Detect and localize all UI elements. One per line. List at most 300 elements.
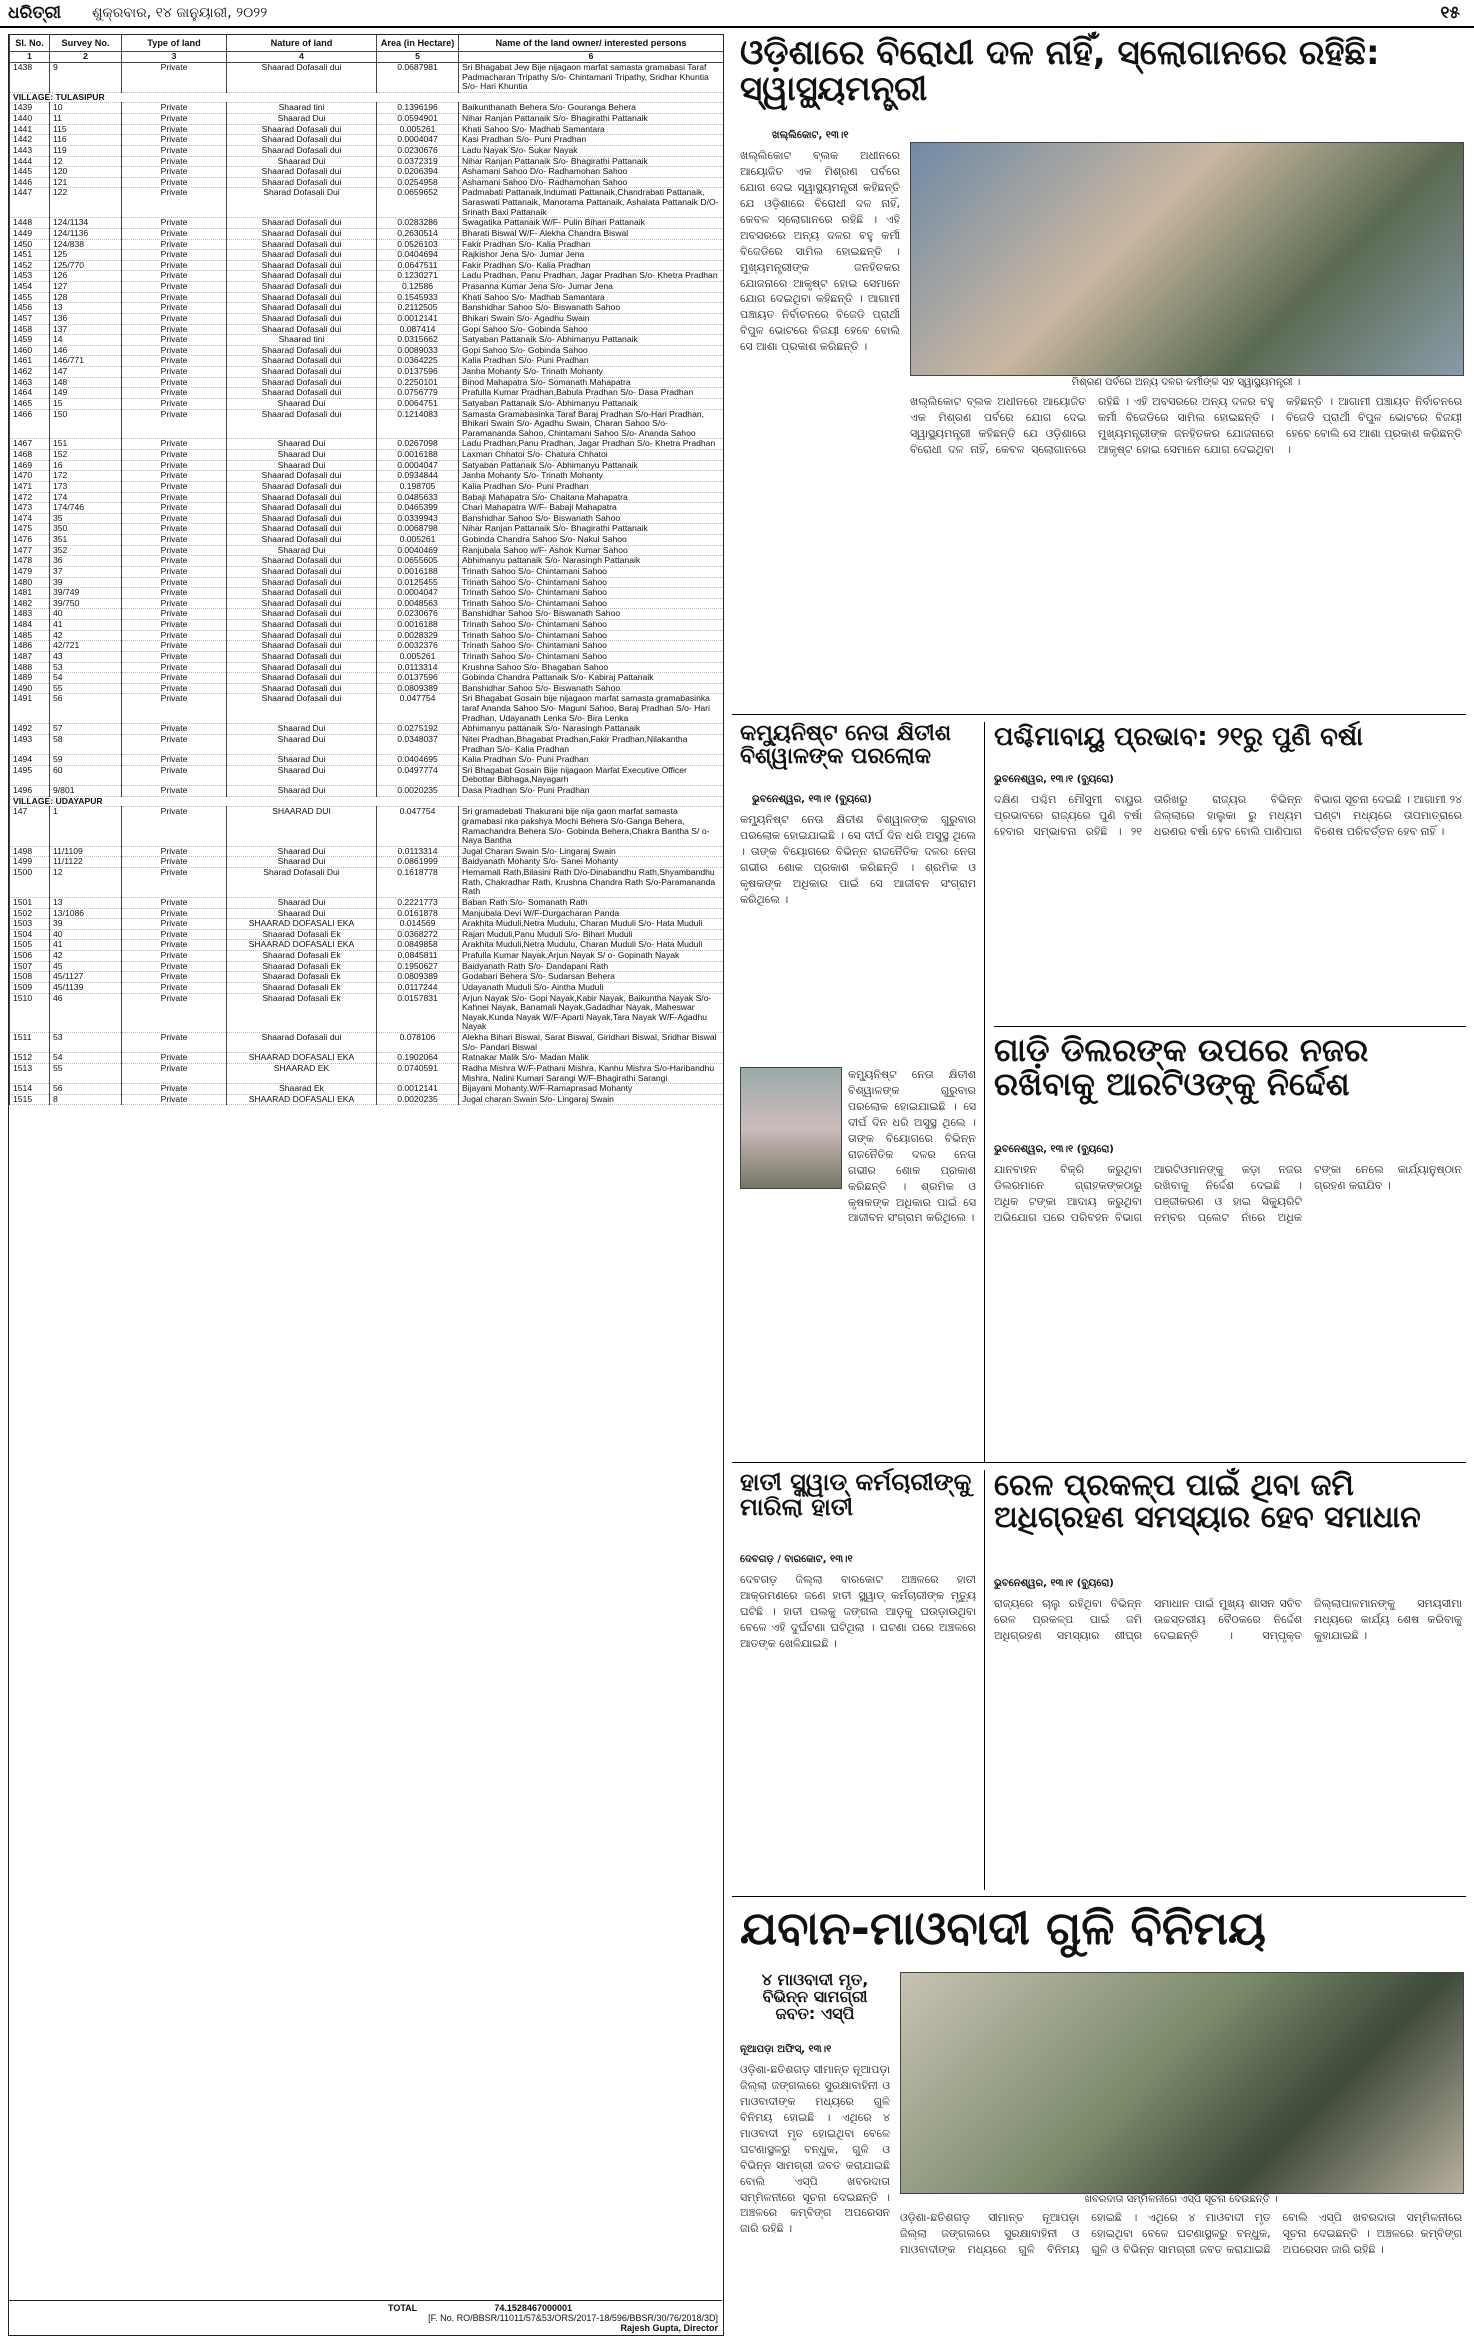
village-heading: VILLAGE: UDAYAPUR: [10, 796, 724, 807]
table-cell: Private: [122, 471, 227, 482]
table-cell: 0.087414: [377, 324, 459, 335]
table-cell: Shaarad Dofasali Ek: [227, 951, 377, 962]
table-cell: 54: [50, 1053, 122, 1064]
table-cell: 1496: [10, 786, 50, 797]
table-cell: 1: [50, 807, 122, 847]
table-cell: 10: [50, 103, 122, 114]
table-row: [10, 786, 724, 797]
table-cell: 1450: [10, 239, 50, 250]
table-cell: Nitei Pradhan,Bhagabat Pradhan,Fakir Pradhan,Nilakantha Pradhan S/o- Kalia Pradhan: [459, 734, 724, 754]
table-cell: Private: [122, 145, 227, 156]
table-cell: Private: [122, 588, 227, 599]
table-cell: Swagatika Pattanaik W/F- Pulin Bihari Pattanaik: [459, 218, 724, 229]
table-cell: 0.0526103: [377, 239, 459, 250]
table-cell: Baban Rath S/o- Somanath Rath: [459, 897, 724, 908]
table-row: [10, 1094, 724, 1105]
table-cell: Sharad Dofasali Dui: [227, 868, 377, 898]
table-cell: Shaarad Dofasali dui: [227, 62, 377, 92]
table-cell: 124/1134: [50, 218, 122, 229]
table-cell: 9/801: [50, 786, 122, 797]
article-2-byline: ଭୁବନେଶ୍ୱର, ୧୩।୧ (ବ୍ୟୁରୋ): [752, 794, 872, 805]
table-cell: 1466: [10, 409, 50, 439]
table-cell: 58: [50, 734, 122, 754]
table-cell: 0.0137596: [377, 367, 459, 378]
table-cell: Jugal charan Swain S/o- Lingaraj Swain: [459, 1094, 724, 1105]
table-cell: Shaarad Dofasali dui: [227, 662, 377, 673]
table-cell: 352: [50, 545, 122, 556]
table-cell: Shaarad Dofasali dui: [227, 609, 377, 620]
table-cell: Shaarad tini: [227, 103, 377, 114]
table-cell: 0.0089033: [377, 345, 459, 356]
divider: [732, 1462, 1466, 1463]
column-number: 4: [227, 52, 377, 63]
table-cell: 0.0016188: [377, 620, 459, 631]
table-row: [10, 218, 724, 229]
table-row: [10, 356, 724, 367]
table-row: [10, 367, 724, 378]
table-cell: Ladu Nayak S/o- Sukar Nayak: [459, 145, 724, 156]
table-row: [10, 439, 724, 450]
table-cell: 0.0040469: [377, 545, 459, 556]
table-cell: Private: [122, 535, 227, 546]
article-2-body: କମ୍ୟୁନିଷ୍ଟ ନେତା କ୍ଷିତୀଶ ବିଶ୍ୱାଳଙ୍କ ଗୁରୁବାର ପରଲୋକ ହୋଇଯାଇଛି । ସେ ଦୀର୍ଘ ଦିନ ଧରି ଅସୁସ୍ଥ ଥିଲେ । ତାଙ୍କ ବିୟୋଗରେ ବିଭିନ୍ନ ରାଜନୈତିକ ଦଳର ନେତା ଗଭୀର ଶୋକ ପ୍ରକାଶ କରିଛନ୍ତି । ଶ୍ରମିକ ଓ କୃଷକଙ୍କ ଅଧିକାର ପାଇଁ ସେ ଆଜୀବନ ସଂଗ୍ରାମ କରିଥିଲେ ।: [740, 813, 976, 906]
table-cell: 1461: [10, 356, 50, 367]
table-cell: 0.0655605: [377, 556, 459, 567]
table-cell: Abhimanyu pattanaik S/o- Narasingh Pattanaik: [459, 556, 724, 567]
article-3-byline: ଭୁବନେଶ୍ୱର, ୧୩।୧ (ବ୍ୟୁରୋ): [994, 774, 1114, 785]
table-cell: 1464: [10, 388, 50, 399]
table-cell: Shaarad Ek: [227, 1084, 377, 1095]
table-cell: Private: [122, 868, 227, 898]
table-cell: 39: [50, 577, 122, 588]
table-row: [10, 598, 724, 609]
table-cell: Shaarad Dofasali dui: [227, 409, 377, 439]
table-cell: 0.0157831: [377, 993, 459, 1033]
table-cell: 0.2250101: [377, 377, 459, 388]
newspaper-logo: ଧରିତ୍ରୀ: [8, 3, 62, 23]
table-cell: 0.0254958: [377, 177, 459, 188]
table-cell: 1469: [10, 460, 50, 471]
table-cell: Trinath Sahoo S/o- Chintamani Sahoo: [459, 651, 724, 662]
table-cell: 126: [50, 271, 122, 282]
table-cell: Sri Bhagabat Jew Bije nijagaon marfat samasta gramabasi Taraf Padmacharan Tripathy S/o- Chintamani Tripathy, Sridhar Khuntia S/o- Hari Khuntia: [459, 62, 724, 92]
table-cell: 1487: [10, 651, 50, 662]
table-row: [10, 513, 724, 524]
table-cell: Private: [122, 156, 227, 167]
table-cell: Private: [122, 857, 227, 868]
table-cell: Bhikari Swain S/o- Agadhu Swain: [459, 313, 724, 324]
table-cell: 0.0064751: [377, 398, 459, 409]
table-cell: Private: [122, 1063, 227, 1083]
table-cell: 42: [50, 630, 122, 641]
table-cell: SHAARAD DOFASALI EKA: [227, 1094, 377, 1105]
table-cell: 0.0404695: [377, 755, 459, 766]
article-4-byline: ଭୁବନେଶ୍ୱର, ୧୩।୧ (ବ୍ୟୁରୋ): [994, 1144, 1114, 1155]
table-cell: Shaarad Dofasali dui: [227, 673, 377, 684]
table-row: [10, 303, 724, 314]
table-cell: Rajkishor Jena S/o- Jumar Jena: [459, 250, 724, 261]
table-row: [10, 124, 724, 135]
table-cell: 0.0004047: [377, 135, 459, 146]
total-label: TOTAL: [388, 2303, 418, 2313]
table-cell: 39/750: [50, 598, 122, 609]
table-cell: 1465: [10, 398, 50, 409]
table-cell: 172: [50, 471, 122, 482]
table-cell: 0.047754: [377, 807, 459, 847]
table-cell: 12: [50, 156, 122, 167]
table-cell: Shaarad Dofasali dui: [227, 471, 377, 482]
table-cell: 0.0020235: [377, 786, 459, 797]
table-cell: Ranjubala Sahoo w/F- Ashok Kumar Sahoo: [459, 545, 724, 556]
table-cell: Private: [122, 367, 227, 378]
table-cell: Private: [122, 1033, 227, 1053]
table-cell: Private: [122, 724, 227, 735]
table-cell: Rajan Muduli,Panu Muduli S/o- Bihari Muduli: [459, 929, 724, 940]
table-cell: 0.0028329: [377, 630, 459, 641]
table-cell: Shaarad Dofasali dui: [227, 492, 377, 503]
table-cell: 350: [50, 524, 122, 535]
table-cell: 55: [50, 683, 122, 694]
table-cell: 0.1545933: [377, 292, 459, 303]
table-cell: Private: [122, 755, 227, 766]
table-cell: 1462: [10, 367, 50, 378]
table-cell: Private: [122, 450, 227, 461]
table-cell: Shaarad Dofasali dui: [227, 177, 377, 188]
table-cell: 0.0206394: [377, 167, 459, 178]
table-row: [10, 135, 724, 146]
total-value: 74.1528467000001: [494, 2303, 572, 2313]
table-cell: Shaarad Dofasali dui: [227, 367, 377, 378]
table-cell: Private: [122, 439, 227, 450]
table-cell: 1476: [10, 535, 50, 546]
article-1-photo: [910, 142, 1464, 376]
table-row: [10, 641, 724, 652]
table-cell: 0.0756779: [377, 388, 459, 399]
table-cell: Nihar Ranjan Pattanaik S/o- Bhagirathi Pattanaik: [459, 524, 724, 535]
table-cell: 1493: [10, 734, 50, 754]
table-cell: 1470: [10, 471, 50, 482]
table-cell: Krushna Sahoo S/o- Bhagaban Sahoo: [459, 662, 724, 673]
table-cell: 39/749: [50, 588, 122, 599]
village-heading-row: [10, 92, 724, 103]
table-cell: 0.005261: [377, 651, 459, 662]
table-cell: Shaarad Dofasali dui: [227, 356, 377, 367]
table-cell: Private: [122, 260, 227, 271]
table-cell: 0.0137596: [377, 673, 459, 684]
table-cell: Private: [122, 972, 227, 983]
table-cell: Shaarad Dui: [227, 724, 377, 735]
table-cell: 39: [50, 919, 122, 930]
table-cell: Chari Mahapatra W/F- Babaji Mahapatra: [459, 503, 724, 514]
table-cell: Private: [122, 250, 227, 261]
table-cell: Alekha Bihari Biswal, Sarat Biswal, Giridhari Biswal, Sridhar Biswal S/o- Pandari Biswal: [459, 1033, 724, 1053]
table-cell: 0.1950627: [377, 961, 459, 972]
table-row: [10, 145, 724, 156]
article-7-body: ଓଡ଼ିଶା-ଛତିଶଗଡ଼ ସୀମାନ୍ତ ନୂଆପଡ଼ା ଜିଲ୍ଲା ଜଙ୍ଗଲରେ ସୁରକ୍ଷାବାହିନୀ ଓ ମାଓବାଦୀଙ୍କ ମଧ୍ୟରେ ଗୁଳି ବିନିମୟ ହୋଇଛି । ଏଥିରେ ୪ ମାଓବାଦୀ ମୃତ ହୋଇଥିବା ବେଳେ ଘଟଣାସ୍ଥଳରୁ ବନ୍ଧୁକ, ଗୁଳି ଓ ବିଭିନ୍ନ ସାମଗ୍ରୀ ଜବତ କରାଯାଇଛି ବୋଲି ଏସ୍‌ପି ଖବରଦାତା ସମ୍ମିଳନୀରେ ସୂଚନା ଦେଇଛନ୍ତି । ଅଞ୍ଚଳରେ କମ୍ବିଙ୍ଗ ଅପରେସନ ଜାରି ରହିଛି ।: [740, 2063, 890, 2236]
table-cell: Shaarad Dofasali dui: [227, 556, 377, 567]
table-row: [10, 566, 724, 577]
table-cell: Shaarad Dofasali dui: [227, 588, 377, 599]
table-cell: 0.0267098: [377, 439, 459, 450]
table-cell: 1474: [10, 513, 50, 524]
table-cell: Private: [122, 167, 227, 178]
table-cell: Babaji Mahapatra S/o- Chaitana Mahapatra: [459, 492, 724, 503]
table-cell: Trinath Sahoo S/o- Chintamani Sahoo: [459, 577, 724, 588]
village-heading: VILLAGE: TULASIPUR: [10, 92, 724, 103]
table-row: [10, 919, 724, 930]
table-cell: SHAARAD DOFASALI EKA: [227, 940, 377, 951]
table-cell: 0.2630514: [377, 228, 459, 239]
table-cell: 124/1136: [50, 228, 122, 239]
table-cell: 1490: [10, 683, 50, 694]
table-cell: 0.0845811: [377, 951, 459, 962]
table-row: [10, 857, 724, 868]
table-cell: 1438: [10, 62, 50, 92]
table-cell: Private: [122, 218, 227, 229]
table-cell: 1482: [10, 598, 50, 609]
table-row: [10, 961, 724, 972]
table-cell: Private: [122, 961, 227, 972]
table-cell: 174: [50, 492, 122, 503]
table-row: [10, 167, 724, 178]
table-cell: Private: [122, 345, 227, 356]
divider: [732, 1896, 1466, 1897]
table-cell: Ladu Pradhan,Panu Pradhan, Jagar Pradhan S/o- Khetra Pradhan: [459, 439, 724, 450]
table-cell: Private: [122, 271, 227, 282]
table-cell: 1488: [10, 662, 50, 673]
table-row: [10, 481, 724, 492]
table-cell: 11/1109: [50, 846, 122, 857]
table-cell: Private: [122, 982, 227, 993]
table-cell: Private: [122, 929, 227, 940]
table-cell: Shaarad Dofasali dui: [227, 577, 377, 588]
table-cell: 0.0016188: [377, 566, 459, 577]
table-cell: 1478: [10, 556, 50, 567]
table-cell: 146: [50, 345, 122, 356]
table-cell: Ashamani Sahoo D/o- Radhamohan Sahoo: [459, 177, 724, 188]
table-cell: Ladu Pradhan, Panu Pradhan, Jagar Pradhan S/o- Khetra Pradhan: [459, 271, 724, 282]
table-row: [10, 313, 724, 324]
table-cell: 122: [50, 188, 122, 218]
table-cell: Private: [122, 1094, 227, 1105]
table-cell: Trinath Sahoo S/o- Chintamani Sahoo: [459, 598, 724, 609]
table-cell: Private: [122, 545, 227, 556]
table-cell: SHAARAD DUI: [227, 807, 377, 847]
table-cell: 0.0113314: [377, 846, 459, 857]
table-cell: 45/1139: [50, 982, 122, 993]
table-cell: 1471: [10, 481, 50, 492]
table-cell: 9: [50, 62, 122, 92]
table-cell: Shaarad Dui: [227, 545, 377, 556]
table-cell: Private: [122, 356, 227, 367]
table-cell: Shaarad Dui: [227, 755, 377, 766]
table-cell: 0.0404694: [377, 250, 459, 261]
signatory: Rajesh Gupta, Director: [620, 2323, 718, 2333]
table-cell: 120: [50, 167, 122, 178]
table-cell: 1507: [10, 961, 50, 972]
table-cell: 13: [50, 303, 122, 314]
table-cell: 0.2112505: [377, 303, 459, 314]
table-cell: 0.1230271: [377, 271, 459, 282]
table-cell: 1473: [10, 503, 50, 514]
table-cell: 151: [50, 439, 122, 450]
divider: [984, 722, 985, 1462]
table-row: [10, 1053, 724, 1064]
table-cell: 0.1214083: [377, 409, 459, 439]
table-cell: 56: [50, 694, 122, 724]
column-header: Nature of land: [227, 35, 377, 52]
table-cell: 0.0004047: [377, 588, 459, 599]
table-cell: Trinath Sahoo S/o- Chintamani Sahoo: [459, 566, 724, 577]
table-cell: Shaarad Dui: [227, 114, 377, 125]
table-cell: 1489: [10, 673, 50, 684]
table-cell: Laxman Chhatoi S/o- Chatura Chhatoi: [459, 450, 724, 461]
table-cell: 1443: [10, 145, 50, 156]
land-notice-table-panel: [8, 34, 724, 2336]
table-cell: 0.0364225: [377, 356, 459, 367]
table-row: [10, 588, 724, 599]
table-row: [10, 503, 724, 514]
table-row: [10, 260, 724, 271]
table-cell: 124/838: [50, 239, 122, 250]
table-cell: 60: [50, 765, 122, 785]
table-cell: 1513: [10, 1063, 50, 1083]
table-cell: 1484: [10, 620, 50, 631]
article-4-body: ଯାନବାହନ ବିକ୍ରି କରୁଥିବା ଡିଲରମାନେ ଗ୍ରାହକଙ୍କଠାରୁ ଅଧିକ ଟଙ୍କା ଆଦାୟ କରୁଥିବା ଅଭିଯୋଗ ପରେ ପରିବହନ ବିଭାଗ ଆରଟିଓମାନଙ୍କୁ କଡ଼ା ନଜର ରଖିବାକୁ ନିର୍ଦ୍ଦେଶ ଦେଇଛି । ପଞ୍ଜୀକରଣ ଓ ହାଇ ସିକ୍ୟୁରିଟି ନମ୍ବର ପ୍ଲେଟ ନାଁରେ ଅଧିକ ଟଙ୍କା ନେଲେ କାର୍ଯ୍ୟାନୁଷ୍ଠାନ ଗ୍ରହଣ କରାଯିବ ।: [994, 1163, 1462, 1224]
column-header: Name of the land owner/ interested persons: [459, 35, 724, 52]
table-cell: Shaarad Dofasali dui: [227, 598, 377, 609]
table-cell: 53: [50, 662, 122, 673]
table-cell: 0.0368272: [377, 929, 459, 940]
table-cell: 1451: [10, 250, 50, 261]
table-cell: SHAARAD DOFASALI EKA: [227, 919, 377, 930]
table-cell: Shaarad Dui: [227, 460, 377, 471]
table-cell: 1495: [10, 765, 50, 785]
table-cell: 1494: [10, 755, 50, 766]
table-cell: 11/1122: [50, 857, 122, 868]
table-cell: Shaarad Dui: [227, 398, 377, 409]
table-row: [10, 156, 724, 167]
table-cell: Private: [122, 239, 227, 250]
table-row: [10, 250, 724, 261]
table-cell: Shaarad Dofasali dui: [227, 651, 377, 662]
table-cell: Prasanna Kumar Jena S/o- Jumar Jena: [459, 282, 724, 293]
table-cell: 1447: [10, 188, 50, 218]
table-cell: 1477: [10, 545, 50, 556]
table-cell: Trinath Sahoo S/o- Chintamani Sahoo: [459, 630, 724, 641]
table-cell: 1453: [10, 271, 50, 282]
table-cell: 146/771: [50, 356, 122, 367]
table-cell: 125: [50, 250, 122, 261]
table-cell: 1458: [10, 324, 50, 335]
table-cell: Private: [122, 919, 227, 930]
table-cell: 0.0348037: [377, 734, 459, 754]
table-cell: Hemamali Rath,Bilasini Rath D/o-Dinabandhu Rath,Shyambandhu Rath, Chakradhar Rath, Krushna Chandra Rath S/o-Paramananda Rath: [459, 868, 724, 898]
table-cell: Private: [122, 673, 227, 684]
table-cell: Shaarad Dui: [227, 846, 377, 857]
table-cell: 1515: [10, 1094, 50, 1105]
table-cell: Shaarad Dofasali dui: [227, 292, 377, 303]
table-cell: Khati Sahoo S/o- Madhab Samantara: [459, 292, 724, 303]
column-header: Area (in Hectare): [377, 35, 459, 52]
table-cell: 11: [50, 114, 122, 125]
table-cell: 43: [50, 651, 122, 662]
table-cell: Arakhita Muduli,Netra Mudulu, Charan Muduli S/o- Hata Muduli: [459, 940, 724, 951]
table-cell: 0.014569: [377, 919, 459, 930]
table-cell: Trinath Sahoo S/o- Chintamani Sahoo: [459, 620, 724, 631]
table-cell: Trinath Sahoo S/o- Chintamani Sahoo: [459, 641, 724, 652]
table-cell: 137: [50, 324, 122, 335]
table-row: [10, 755, 724, 766]
table-cell: Shaarad Dofasali dui: [227, 1033, 377, 1053]
table-cell: Shaarad Dofasali dui: [227, 239, 377, 250]
table-row: [10, 993, 724, 1033]
table-cell: 1486: [10, 641, 50, 652]
table-cell: 0.0275192: [377, 724, 459, 735]
article-2-portrait-photo: [740, 1067, 842, 1189]
table-cell: Private: [122, 694, 227, 724]
article-2-headline: କମ୍ୟୁନିଷ୍ଟ ନେତା କ୍ଷିତୀଶ ବିଶ୍ୱାଳଙ୍କ ପରଲୋକ: [740, 721, 952, 770]
table-cell: Shaarad Dofasali dui: [227, 694, 377, 724]
table-cell: Private: [122, 951, 227, 962]
table-cell: Private: [122, 481, 227, 492]
table-row: [10, 556, 724, 567]
column-number: 1: [10, 52, 50, 63]
table-cell: Private: [122, 556, 227, 567]
table-cell: 12: [50, 868, 122, 898]
table-cell: 1449: [10, 228, 50, 239]
table-row: [10, 228, 724, 239]
page-number: ୧୫: [1440, 3, 1460, 23]
article-2-body-cont: କମ୍ୟୁନିଷ୍ଟ ନେତା କ୍ଷିତୀଶ ବିଶ୍ୱାଳଙ୍କ ଗୁରୁବାର ପରଲୋକ ହୋଇଯାଇଛି । ସେ ଦୀର୍ଘ ଦିନ ଧରି ଅସୁସ୍ଥ ଥିଲେ । ତାଙ୍କ ବିୟୋଗରେ ବିଭିନ୍ନ ରାଜନୈତିକ ଦଳର ନେତା ଗଭୀର ଶୋକ ପ୍ରକାଶ କରିଛନ୍ତି । ଶ୍ରମିକ ଓ କୃଷକଙ୍କ ଅଧିକାର ପାଇଁ ସେ ଆଜୀବନ ସଂଗ୍ରାମ କରିଥିଲେ ।: [848, 1068, 976, 1225]
table-cell: Padmabati Pattanaik,Indumati Pattanaik,Chandrabati Pattanaik, Saraswati Pattanaik, Manorama Pattanaik, Ashalata Pattanaik D/O- Srinath Baxi Pattanaik: [459, 188, 724, 218]
table-cell: 0.0372319: [377, 156, 459, 167]
article-5-body: ଦେବଗଡ଼ ଜିଲ୍ଲା ବାରକୋଟ ଅଞ୍ଚଳରେ ହାତୀ ଆକ୍ରମଣରେ ଜଣେ ହାତୀ ସ୍କ୍ୱାଡ୍ କର୍ମଚାରୀଙ୍କ ମୃତ୍ୟୁ ଘଟିଛି । ହାତୀ ପଲକୁ ଜଙ୍ଗଲ ଆଡ଼କୁ ଘଉଡ଼ାଉଥିବା ବେଳେ ଏହି ଦୁର୍ଘଟଣା ଘଟିଥିଲା । ଘଟଣା ପରେ ଅଞ୍ଚଳରେ ଆତଙ୍କ ଖେଳିଯାଇଛି ।: [740, 1573, 976, 1650]
column-number: 6: [459, 52, 724, 63]
table-row: [10, 897, 724, 908]
table-cell: Sharad Dofasali Dui: [227, 188, 377, 218]
table-row: [10, 662, 724, 673]
article-1-body: ଖଲ୍ଲିକୋଟ ବ୍ଲକ ଅଧୀନରେ ଆୟୋଜିତ ଏକ ମିଶ୍ରଣ ପର୍ବରେ ଯୋଗ ଦେଇ ସ୍ୱାସ୍ଥ୍ୟମନ୍ତ୍ରୀ କହିଛନ୍ତି ଯେ ଓଡ଼ିଶାରେ ବିରୋଧୀ ଦଳ ନାହିଁ, କେବଳ ସ୍ଲୋଗାନରେ ରହିଛି । ଏହି ଅବସରରେ ଅନ୍ୟ ଦଳର ବହୁ କର୍ମୀ ବିଜେଡିରେ ସାମିଲ ହୋଇଛନ୍ତି । ମୁଖ୍ୟମନ୍ତ୍ରୀଙ୍କ ଜନହିତକର ଯୋଜନାରେ ଆକୃଷ୍ଟ ହୋଇ ସେମାନେ ଯୋଗ ଦେଇଥିବା କହିଛନ୍ତି । ଆଗାମୀ ପଞ୍ଚାୟତ ନିର୍ବାଚନରେ ବିଜେଡି ପ୍ରାର୍ଥୀ ବିପୁଳ ଭୋଟରେ ବିଜୟୀ ହେବେ ବୋଲି ସେ ଆଶା ପ୍ରକାଶ କରିଛନ୍ତି ।: [740, 149, 900, 354]
table-row: [10, 177, 724, 188]
table-cell: 0.0465399: [377, 503, 459, 514]
table-cell: Shaarad Dofasali dui: [227, 303, 377, 314]
table-cell: Bijayani Mohanty,W/F-Ramaprasad Mohanty: [459, 1084, 724, 1095]
article-7-photo: [900, 1972, 1464, 2194]
table-cell: Private: [122, 124, 227, 135]
table-cell: 0.2221773: [377, 897, 459, 908]
table-cell: Shaarad Dofasali Ek: [227, 993, 377, 1033]
table-cell: 0.0161878: [377, 908, 459, 919]
table-cell: 125/770: [50, 260, 122, 271]
table-cell: Private: [122, 897, 227, 908]
table-cell: Banshidhar Sahoo S/o- Biswanath Sahoo: [459, 609, 724, 620]
table-cell: Private: [122, 734, 227, 754]
table-cell: 0.0594901: [377, 114, 459, 125]
table-cell: 1467: [10, 439, 50, 450]
table-cell: 45/1127: [50, 972, 122, 983]
table-cell: Kalia Pradhan S/o- Puni Pradhan: [459, 755, 724, 766]
table-cell: 0.0740591: [377, 1063, 459, 1083]
table-cell: 13: [50, 897, 122, 908]
table-cell: Banshidhar Sahoo S/o- Biswanath Sahoo: [459, 683, 724, 694]
table-cell: 1472: [10, 492, 50, 503]
table-cell: 0.0315662: [377, 335, 459, 346]
table-row: [10, 940, 724, 951]
table-cell: 8: [50, 1094, 122, 1105]
table-cell: Private: [122, 662, 227, 673]
table-cell: Prafulla Kumar Nayak,Arjun Nayak S/ o- Gopinath Nayak: [459, 951, 724, 962]
